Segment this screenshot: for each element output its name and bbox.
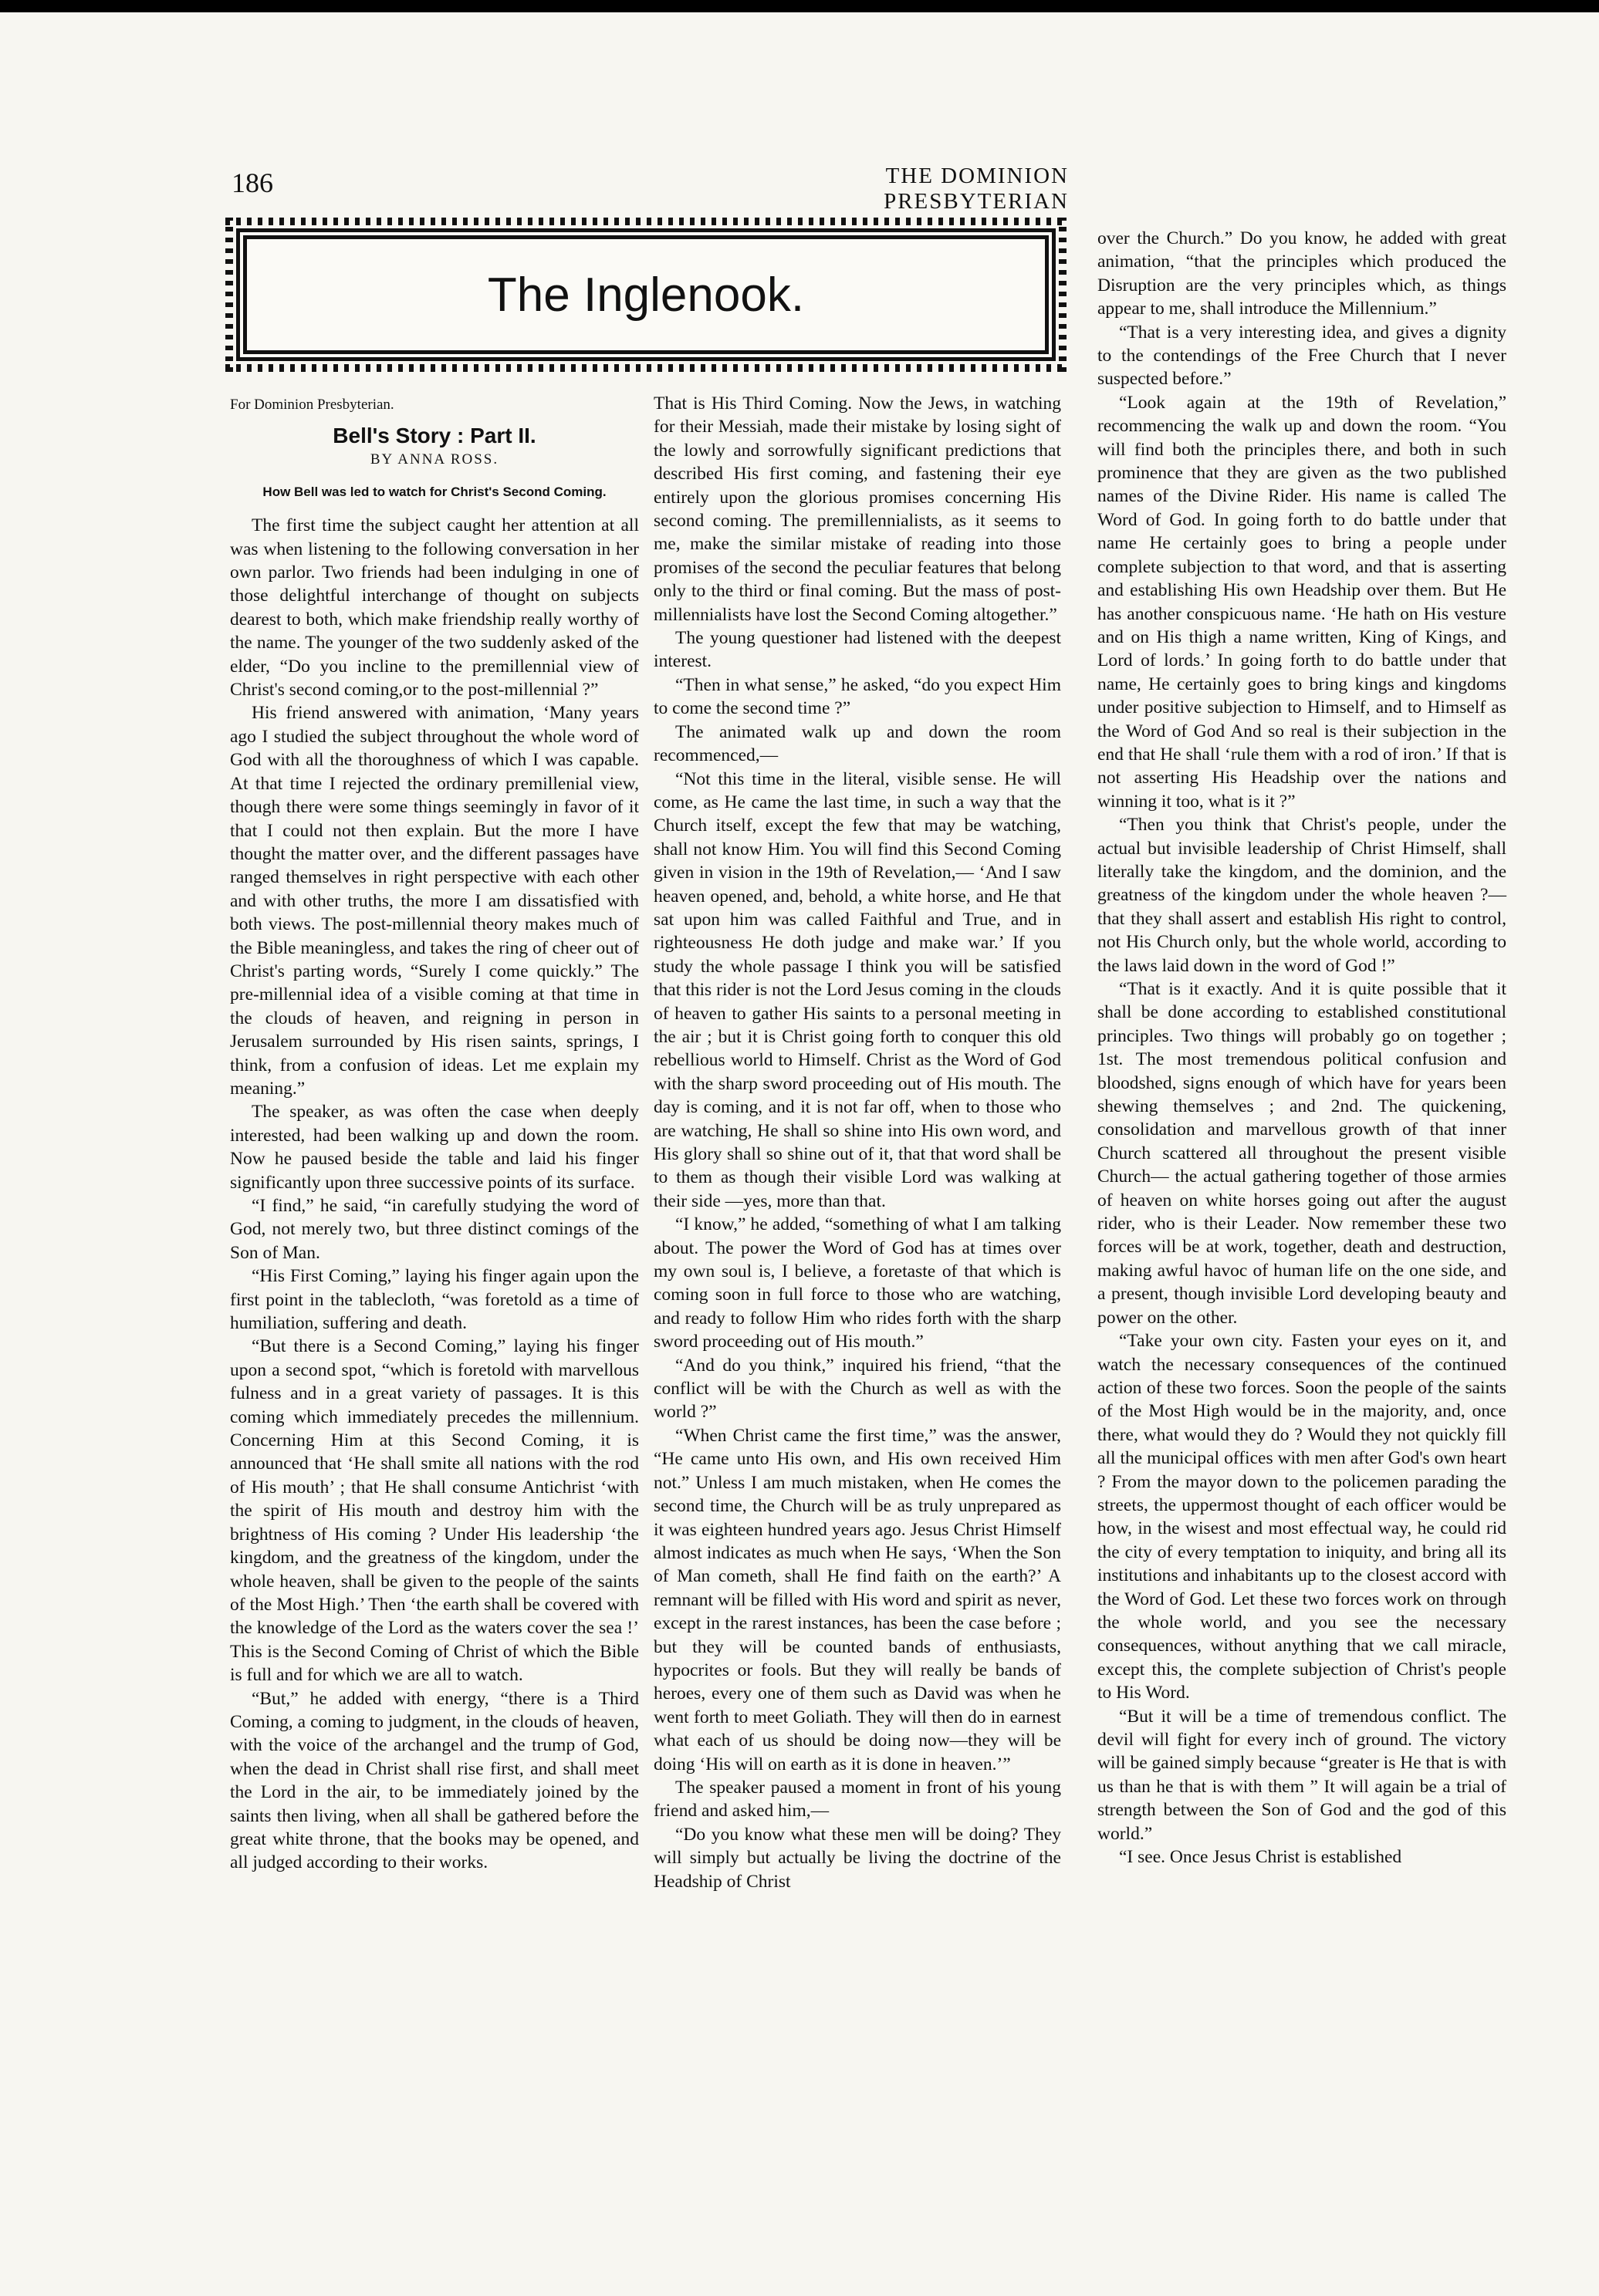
paragraph: That is His Third Coming. Now the Jews, in watching for their Messiah, made their mistake by losing sight of the lowly and sorrowfully significant predictions that described His first coming, and fastening their eye entirely upon the glorious promises concerning His second coming. The premillennialists, as it seems to me, make the similar mistake of reading into those promises of the second the peculiar features that belong only to the third or final coming. But the mass of post-millennialists have lost the Second Coming altogether.” xyxy=(654,393,1061,625)
paragraph: “I know,” he added, “something of what I am talking about. The power the Word of God has at times over my own soul is, I believe, a foretaste of that which is coming soon in full force to those who are watching, and ready to follow Him who rides forth with the sharp sword proceeding out of His mouth.” xyxy=(654,1214,1061,1352)
paragraph: “But,” he added with energy, “there is a Third Coming, a coming to judgment, in the clouds of heaven, with the voice of the archangel and the trump of God, when the dead in Christ shall rise first, and shall meet the Lord in the air, to be immediately joined by the saints then living, when all shall be gathered before the great white throne, that the books may be opened, and all judged according to their works. xyxy=(230,1688,639,1873)
paragraph: “I see. Once Jesus Christ is established xyxy=(1119,1847,1402,1868)
paragraph: “And do you think,” inquired his friend, “that the conflict will be with the Church as well as with the world ?” xyxy=(654,1355,1061,1423)
column-3 xyxy=(1097,227,1506,1869)
paragraph: “I find,” he said, “in carefully studying the word of God, not merely two, but three distinct comings of the Son of Man. xyxy=(230,1196,639,1263)
paragraph: over the Church.” Do you know, he added with great animation, “that the principles which produced the Disruption are the very principles which, as things appear to me, shall introduce the Millennium.” xyxy=(1097,228,1506,319)
column-2 xyxy=(654,392,1061,1893)
paragraph: “That is it exactly. And it is quite possible that it shall be done according to established constitutional principles. Two things will probably go on together ; 1st. The most tremendous political confusion and bloodshed, signs enough of which have for years been shewing themselves ; and 2nd. The quickening, consolidation and marvellous growth of that inner Church scattered all throughout the present visible Church— the actual gathering together of those armies of heaven on white horses going out after the august rider, who is their Leader. Now remember these two forces will be at work, together, death and destruction, making awful havoc of human life on the one side, and a present, though invisible Lord developing beauty and power on the other. xyxy=(1097,979,1506,1328)
paragraph: “But it will be a time of tremendous conflict. The devil will fight for every inch of ground. The victory will be gained simply because “greater is He that is with us than he that is with them ” It will again be a trial of strength between the Son of God and the god of this world.” xyxy=(1097,1706,1506,1844)
byline: BY ANNA ROSS. xyxy=(370,451,499,468)
newspaper-page xyxy=(0,12,1599,2296)
page-number: 186 xyxy=(232,167,273,198)
paragraph: “That is a very interesting idea, and gives a dignity to the contendings of the Free Church that I never suspected before.” xyxy=(1097,322,1506,390)
section-title: The Inglenook. xyxy=(487,268,805,322)
paragraph: The speaker, as was often the case when deeply interested, had been walking up and down the room. Now he paused beside the table and laid his finger significantly upon three successive points of its surface. xyxy=(230,1102,639,1193)
subhead: How Bell was led to watch for Christ's Second Coming. xyxy=(262,485,607,500)
paragraph: The animated walk up and down the room recommenced,— xyxy=(654,721,1061,766)
story-title: Bell's Story : Part II. xyxy=(333,424,536,448)
paragraph: “When Christ came the first time,” was the answer, “He came unto His own, and His own received Him not.” Unless I am much mistaken, when He comes the second time, the Church will be as truly unprepared as it was eighteen hundred years ago. Jesus Christ Himself almost indicates as much when He says, ‘When the Son of Man cometh, shall He find faith on the earth?’ A remnant will be filled with His word and spirit as never, except in the rarest instances, has been the case before ; but they will be counted bands of enthusiasts, hypocrites or fools. But they will really be bands of heroes, every one of them such as David was when he went forth to meet Goliath. They will then do in earnest what each of us should be doing now—they will be doing ‘His will on earth as it is done in heaven.’” xyxy=(654,1425,1061,1774)
paragraph: “But there is a Second Coming,” laying his finger upon a second spot, “which is foretold with marvellous fulness and in a great variety of passages. It is this coming which immediately precedes the millennium. Concerning Him at this Second Coming, it is announced that ‘He shall smite all nations with the rod of His mouth’ ; that He shall consume Antichrist ‘with the spirit of His mouth and destroy him with the brightness of His coming ? Under His leadership ‘the kingdom, and the greatness of the kingdom, under the whole heaven, shall be given to the people of the saints of the Most High.’ Then ‘the earth shall be covered with the knowledge of the Lord as the waters cover the sea !’ This is the Second Coming of Christ of which the Bible is full and for which we are all to watch. xyxy=(230,1336,639,1686)
paragraph: “Look again at the 19th of Revelation,” recommencing the walk up and down the room. “You will find both the principles there, and both in such prominence that they are given as the two published names of the Divine Rider. His name is called The Word of God. In going forth to do battle under that name He certainly goes to bring a people under complete subjection to that word, and that is asserting and establishing His own Headship over them. But He has another conspicuous name. ‘He hath on His vesture and on His thigh a name written, King of Kings, and Lord of lords.’ In going forth to do battle under that name, He certainly goes to bring kings and kingdoms under positive subjection to Himself, and to Himself as the Word of God And so real is their subjection in the end that He shall ‘rule them with a rod of iron.’ If that is not asserting His Headship over the nations and winning it too, what is it ?” xyxy=(1097,392,1506,812)
paragraph: The first time the subject caught her attention at all was when listening to the following conversation in her own parlor. Two friends had been indulging in one of those delightful interchange of thought on subjects dearest to both, which make friendship really worthy of the name. The younger of the two suddenly asked of the elder, “Do you incline to the premillennial view of Christ's second coming,or to the post-millennial ?” xyxy=(230,515,639,701)
section-title-panel xyxy=(236,228,1056,361)
for-line: For Dominion Presbyterian. xyxy=(230,397,394,413)
paragraph: “His First Coming,” laying his finger again upon the first point in the tablecloth, “was foretold as a time of humiliation, suffering and death. xyxy=(230,1266,639,1334)
column-1 xyxy=(230,393,639,1875)
scan-top-edge xyxy=(0,0,1599,12)
paragraph: The young questioner had listened with the deepest interest. xyxy=(654,628,1061,672)
paragraph: “Then in what sense,” he asked, “do you expect Him to come the second time ?” xyxy=(654,674,1061,719)
paragraph: The speaker paused a moment in front of his young friend and asked him,— xyxy=(654,1777,1061,1822)
paragraph: “Take your own city. Fasten your eyes on it, and watch the necessary consequences of the continued action of these two forces. Soon the people of the saints of the Most High would be in the majority, and, once there, what would they do ? Would they not quickly fill all the municipal offices with men after God's own heart ? From the mayor down to the policemen parading the streets, the uppermost thought of each officer would be how, in the wisest and most effectual way, he could rid the city of every temptation to iniquity, and bring all its institutions and inhabitants up to the closest accord with the Word of God. Let these two forces work on through the whole world, and you see the necessary consequences, without anything that we call miracle, except this, the complete subjection of Christ's people to His Word. xyxy=(1097,1331,1506,1703)
paragraph: “Do you know what these men will be doing? They will simply but actually be living the doctrine of the Headship of Christ xyxy=(654,1824,1061,1892)
running-head: THE DOMINION PRESBYTERIAN xyxy=(884,164,1069,214)
paragraph: “Then you think that Christ's people, under the actual but invisible leadership of Christ Himself, shall literally take the kingdom, and the dominion, and the greatness of the kingdom under the whole heaven ?— that they shall assert and establish His right to control, not His Church only, but the whole world, according to the laws laid down in the word of God !” xyxy=(1097,815,1506,976)
paragraph: “Not this time in the literal, visible sense. He will come, as He came the last time, in such a way that the Church itself, except the few that may be watching, shall not know Him. You will find this Second Coming given in vision in the 19th of Revelation,— ‘And I saw heaven opened, and, behold, a white horse, and He that sat upon him was called Faithful and True, and in righteousness He doth judge and make war.’ If you study the whole passage I think you will be satisfied that this rider is not the Lord Jesus coming in the clouds of heaven to gather His saints to a personal meeting in the air ; but it is Christ going forth to conquer this old rebellious world to Himself. Christ as the Word of God with the sharp sword proceeding out of His mouth. The day is coming, and it is not far off, when to those who are watching, He shall so shine into His own word, and His glory shall so shine out of it, that that word shall be to them as though their visible Lord was walking at their side —yes, more than that. xyxy=(654,768,1061,1211)
section-title-frame xyxy=(225,218,1067,372)
paragraph: His friend answered with animation, ‘Many years ago I studied the subject throughout the whole word of God with all the thoroughness of which I was capable. At that time I rejected the ordinary premillenial view, though there were some things seemingly in favor of it that I could not then explain. But the more I have thought the matter over, and the different passages have ranged themselves in right perspective with each other and with other truths, the more I am dissatisfied with both views. The post-millennial theory makes much of the Bible meaningless, and takes the ring of cheer out of Christ's parting words, “Surely I come quickly.” The pre-millennial idea of a visible coming at that time in the clouds of heaven, and reigning in person in Jerusalem surrounded by His risen saints, springs, I think, from a confusion of ideas. Let me explain my meaning.” xyxy=(230,703,639,1099)
